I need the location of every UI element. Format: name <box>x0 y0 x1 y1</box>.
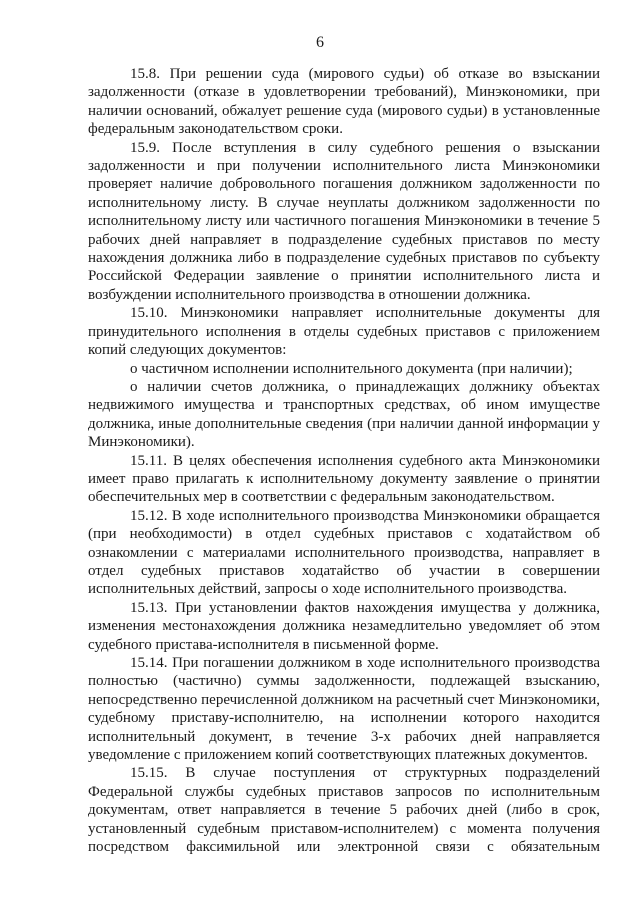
paragraph-15-13: 15.13. При установлении фактов нахождения имущества у должника, изменения местонахождения должника незамедлительно уведомляет об этом судебного пристава-исполнителя в письменной форме. <box>88 599 600 653</box>
paragraph-15-11: 15.11. В целях обеспечения исполнения судебного акта Минэкономики имеет право прилагать к исполнительному документу заявление о принятии обеспечительных мер в соответствии с федеральным законодательством. <box>88 452 600 506</box>
paragraph-15-10: 15.10. Минэкономики направляет исполнительные документы для принудительного исполнения в отделы судебных приставов с приложением копий следующих документов: <box>88 305 600 359</box>
paragraph-15-12: 15.12. В ходе исполнительного производства Минэкономики обращается (при необходимости) в отдел судебных приставов с ходатайством об ознакомлении с материалами исполнительного производства, направляет в отдел судебных приставов ходатайство об участии в совершении исполнительных действий, запросы о ходе исполнительного производства. <box>88 507 600 598</box>
paragraph-15-8: 15.8. При решении суда (мирового судьи) об отказе во взыскании задолженности (отказе в удовлетворении требований), Минэкономики, при наличии оснований, обжалует решение суда (мирового судьи) в установленные федеральным законодательством сроки. <box>88 66 600 138</box>
page-number: 6 <box>316 34 324 51</box>
paragraph-15-15: 15.15. В случае поступления от структурных подразделений Федеральной службы судебных приставов запросов по исполнительным документам, ответ направляется в течение 5 рабочих дней (либо в срок, установленный судебным приставом-исполнителем) с момента получения посредством факсимильной или электронной связи с обязательным <box>88 765 600 856</box>
paragraph-15-14: 15.14. При погашении должником в ходе исполнительного производства полностью (частично) суммы задолженности, подлежащей взысканию, непосредственно перечисленной должником на расчетный счет Минэкономики, судебному приставу-исполнителю, на исполнении которого находится исполнительный документ, в течение 3-х рабочих дней направляется уведомление с приложением копий соответствующих платежных документов. <box>88 655 600 764</box>
document-body <box>88 65 600 856</box>
paragraph-15-9: 15.9. После вступления в силу судебного решения о взыскании задолженности и при получении исполнительного листа Минэкономики проверяет наличие добровольного погашения должником задолженности по исполнительному листу. В случае неуплаты должником задолженности по исполнительному листу или частичного погашения Минэкономики в течение 5 рабочих дней направляет в подразделение судебных приставов по месту нахождения должника либо в подразделение судебных приставов по субъекту Российской Федерации заявление о принятии исполнительного листа и возбуждении исполнительного производства в отношении должника. <box>88 139 600 303</box>
list-item-debtor-accounts: о наличии счетов должника, о принадлежащих должнику объектах недвижимого имущества и транспортных средствах, об ином имуществе должника, иные дополнительные сведения (при наличии данной информации у Минэкономики). <box>88 378 600 451</box>
list-item-partial-execution: о частичном исполнении исполнительного документа (при наличии); <box>130 360 573 377</box>
